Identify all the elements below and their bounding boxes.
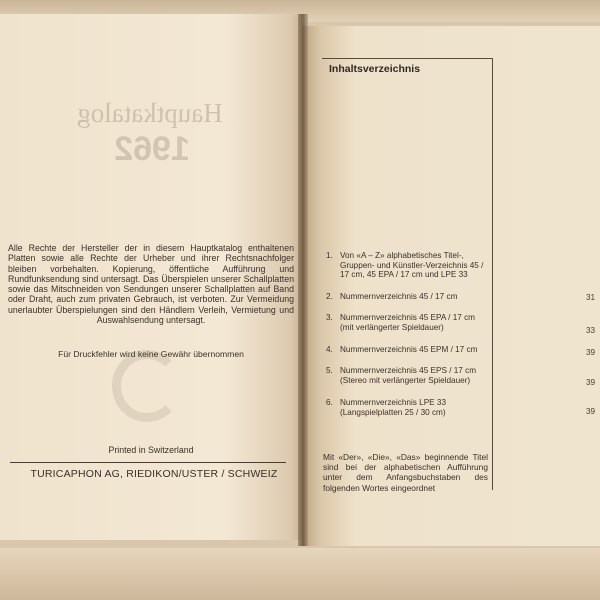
toc-column-rule <box>492 58 493 490</box>
bleed-through-year: 1962 <box>114 130 190 168</box>
toc-top-rule <box>322 58 492 59</box>
toc-page-ref: 33 <box>586 326 596 335</box>
toc-entry-number: 4. <box>326 345 333 354</box>
toc-entry-number: 6. <box>326 398 333 407</box>
bleed-through-title: Hauptkatalog <box>77 98 223 128</box>
toc-entry-text: Nummernverzeichnis 45 EPS / 17 cm (Stereo mit verlängerter Spieldauer) <box>340 366 477 385</box>
toc-entry-1 <box>322 251 488 280</box>
printed-in-label: Printed in Switzerland <box>108 445 194 455</box>
rights-notice: Alle Rechte der Hersteller der in diesem Hauptkatalog enthaltenen Platten sowie alle Rechte der Urheber und ihrer Rechtsnachfolger bleiben vorbehalten. Kopierung, öffentliche Aufführung und Rundfunksendung sind untersagt. Das Überspielen unserer Schallplatten sowie das Mitschneiden von Sendungen unserer Schallplatten auf Band oder Draht, auch zum privaten Gebrauch, ist verboten. Zur Vermeidung unerlaubter Überspielungen sind den Händlern Verleih, Vermietung und Auswahlsendung untersagt. <box>8 243 294 326</box>
bleed-through-logo-icon <box>112 350 182 422</box>
toc-entry-text: Von «A – Z» alphabetisches Titel-, Gruppen- und Künstler-Verzeichnis 45 / 17 cm, 45 EPA / 17 cm und LPE 33 <box>340 251 484 280</box>
misprint-disclaimer: Für Druckfehler wird keine Gewähr übernommen <box>58 349 244 359</box>
toc-entry-text: Nummernverzeichnis 45 / 17 cm <box>340 292 458 301</box>
toc-page-ref: 39 <box>586 348 596 357</box>
toc-title: Inhaltsverzeichnis <box>329 63 421 75</box>
toc-entry-text: Nummernverzeichnis 45 EPM / 17 cm <box>340 345 478 354</box>
toc-page-ref: 39 <box>586 378 596 387</box>
publisher-line: TURICAPHON AG, RIEDIKON/USTER / SCHWEIZ <box>30 468 278 480</box>
toc-entry-text: Nummernverzeichnis LPE 33 (Langspielplatten 25 / 30 cm) <box>340 398 447 417</box>
toc-page-ref: 39 <box>586 407 596 416</box>
alphabetical-order-note: Mit «Der», «Die», «Das» beginnende Titel sind bei der alphabetischen Aufführung unter dem Anfangsbuchstaben des folgenden Wortes eingeordnet <box>323 452 488 493</box>
toc-entry-6 <box>322 398 488 417</box>
toc-entry-text: Nummernverzeichnis 45 EPA / 17 cm (mit verlängerter Spieldauer) <box>340 313 475 332</box>
toc-entry-number: 1. <box>326 251 333 260</box>
toc-entry-number: 2. <box>326 292 333 301</box>
toc-entry-3 <box>322 313 488 332</box>
divider-line <box>10 462 286 463</box>
toc-entry-number: 3. <box>326 313 333 322</box>
toc-entry-4 <box>322 345 488 355</box>
toc-page-ref: 31 <box>586 293 596 302</box>
scan-background-bottom <box>0 548 600 600</box>
toc-entry-5 <box>322 366 488 385</box>
toc-entry-2 <box>322 292 488 302</box>
book-gutter <box>298 14 308 546</box>
toc-entry-number: 5. <box>326 366 333 375</box>
